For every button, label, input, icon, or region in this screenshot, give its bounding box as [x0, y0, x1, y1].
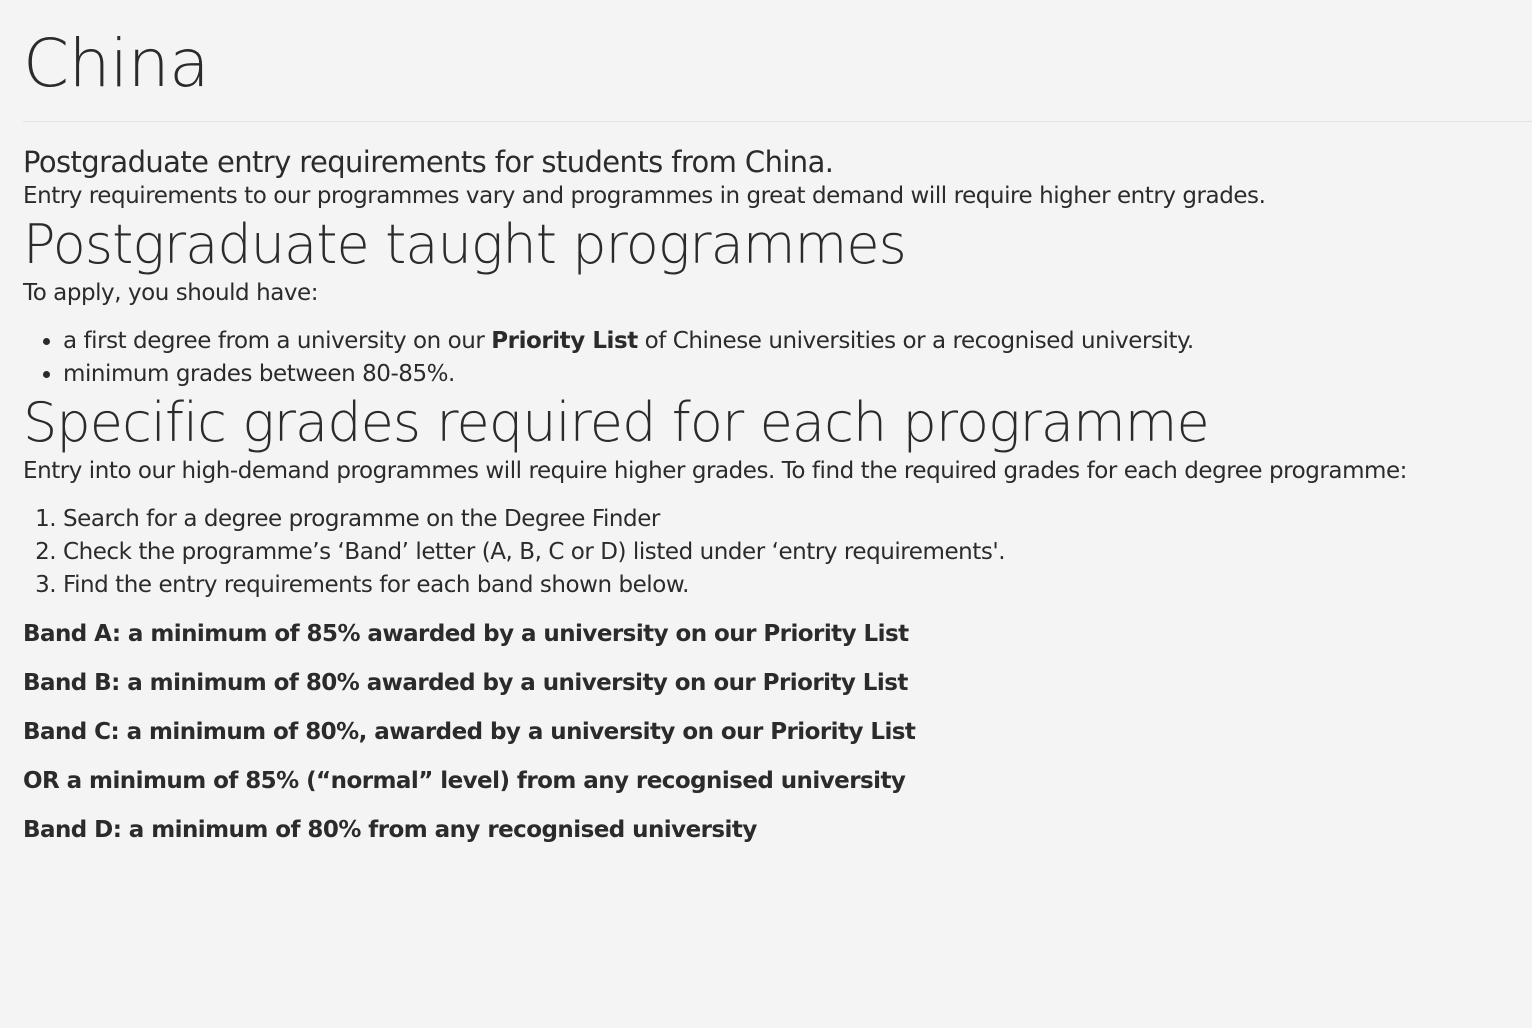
list-item-text: a first degree from a university on our: [63, 328, 492, 354]
list-item: [63, 325, 1532, 358]
finder-lead: Entry into our high-demand programmes will require higher grades. To find the required grades for each degree programme:: [23, 458, 1407, 484]
band-b-requirement: Band B: a minimum of 80% awarded by a university on our Priority List: [23, 670, 908, 696]
band-requirements: [23, 618, 1532, 847]
intro-paragraph: Entry requirements to our programmes vary and programmes in great demand will require higher entry grades.: [23, 183, 1266, 209]
title-divider: [23, 121, 1532, 122]
apply-requirements-list: [23, 325, 1532, 391]
list-item: 3. Find the entry requirements for each band shown below.: [63, 569, 1532, 602]
list-item: [63, 358, 1532, 391]
page-title: China: [23, 25, 210, 102]
page-subtitle: Postgraduate entry requirements for students from China.: [23, 145, 834, 179]
list-item-text: of Chinese universities or a recognised university.: [637, 328, 1194, 354]
band-a-requirement: Band A: a minimum of 85% awarded by a university on our Priority List: [23, 621, 909, 647]
steps-list: [23, 503, 1532, 602]
apply-lead: To apply, you should have:: [23, 280, 319, 306]
list-item: 1. Search for a degree programme on the Degree Finder: [63, 503, 1532, 536]
specific-grades-heading: Specific grades required for each programme: [23, 391, 1209, 454]
band-d-requirement: Band D: a minimum of 80% from any recognised university: [23, 817, 757, 843]
list-item-text: minimum grades between 80-85%.: [63, 361, 455, 387]
priority-list-label: Priority List: [491, 328, 638, 354]
band-c-requirement: Band C: a minimum of 80%, awarded by a university on our Priority List: [23, 719, 916, 745]
list-item: 2. Check the programme’s ‘Band’ letter (A, B, C or D) listed under ‘entry requirements'.: [63, 536, 1532, 569]
taught-heading: Postgraduate taught programmes: [23, 213, 906, 276]
band-c-alternative-requirement: OR a minimum of 85% (“normal” level) from any recognised university: [23, 768, 906, 794]
